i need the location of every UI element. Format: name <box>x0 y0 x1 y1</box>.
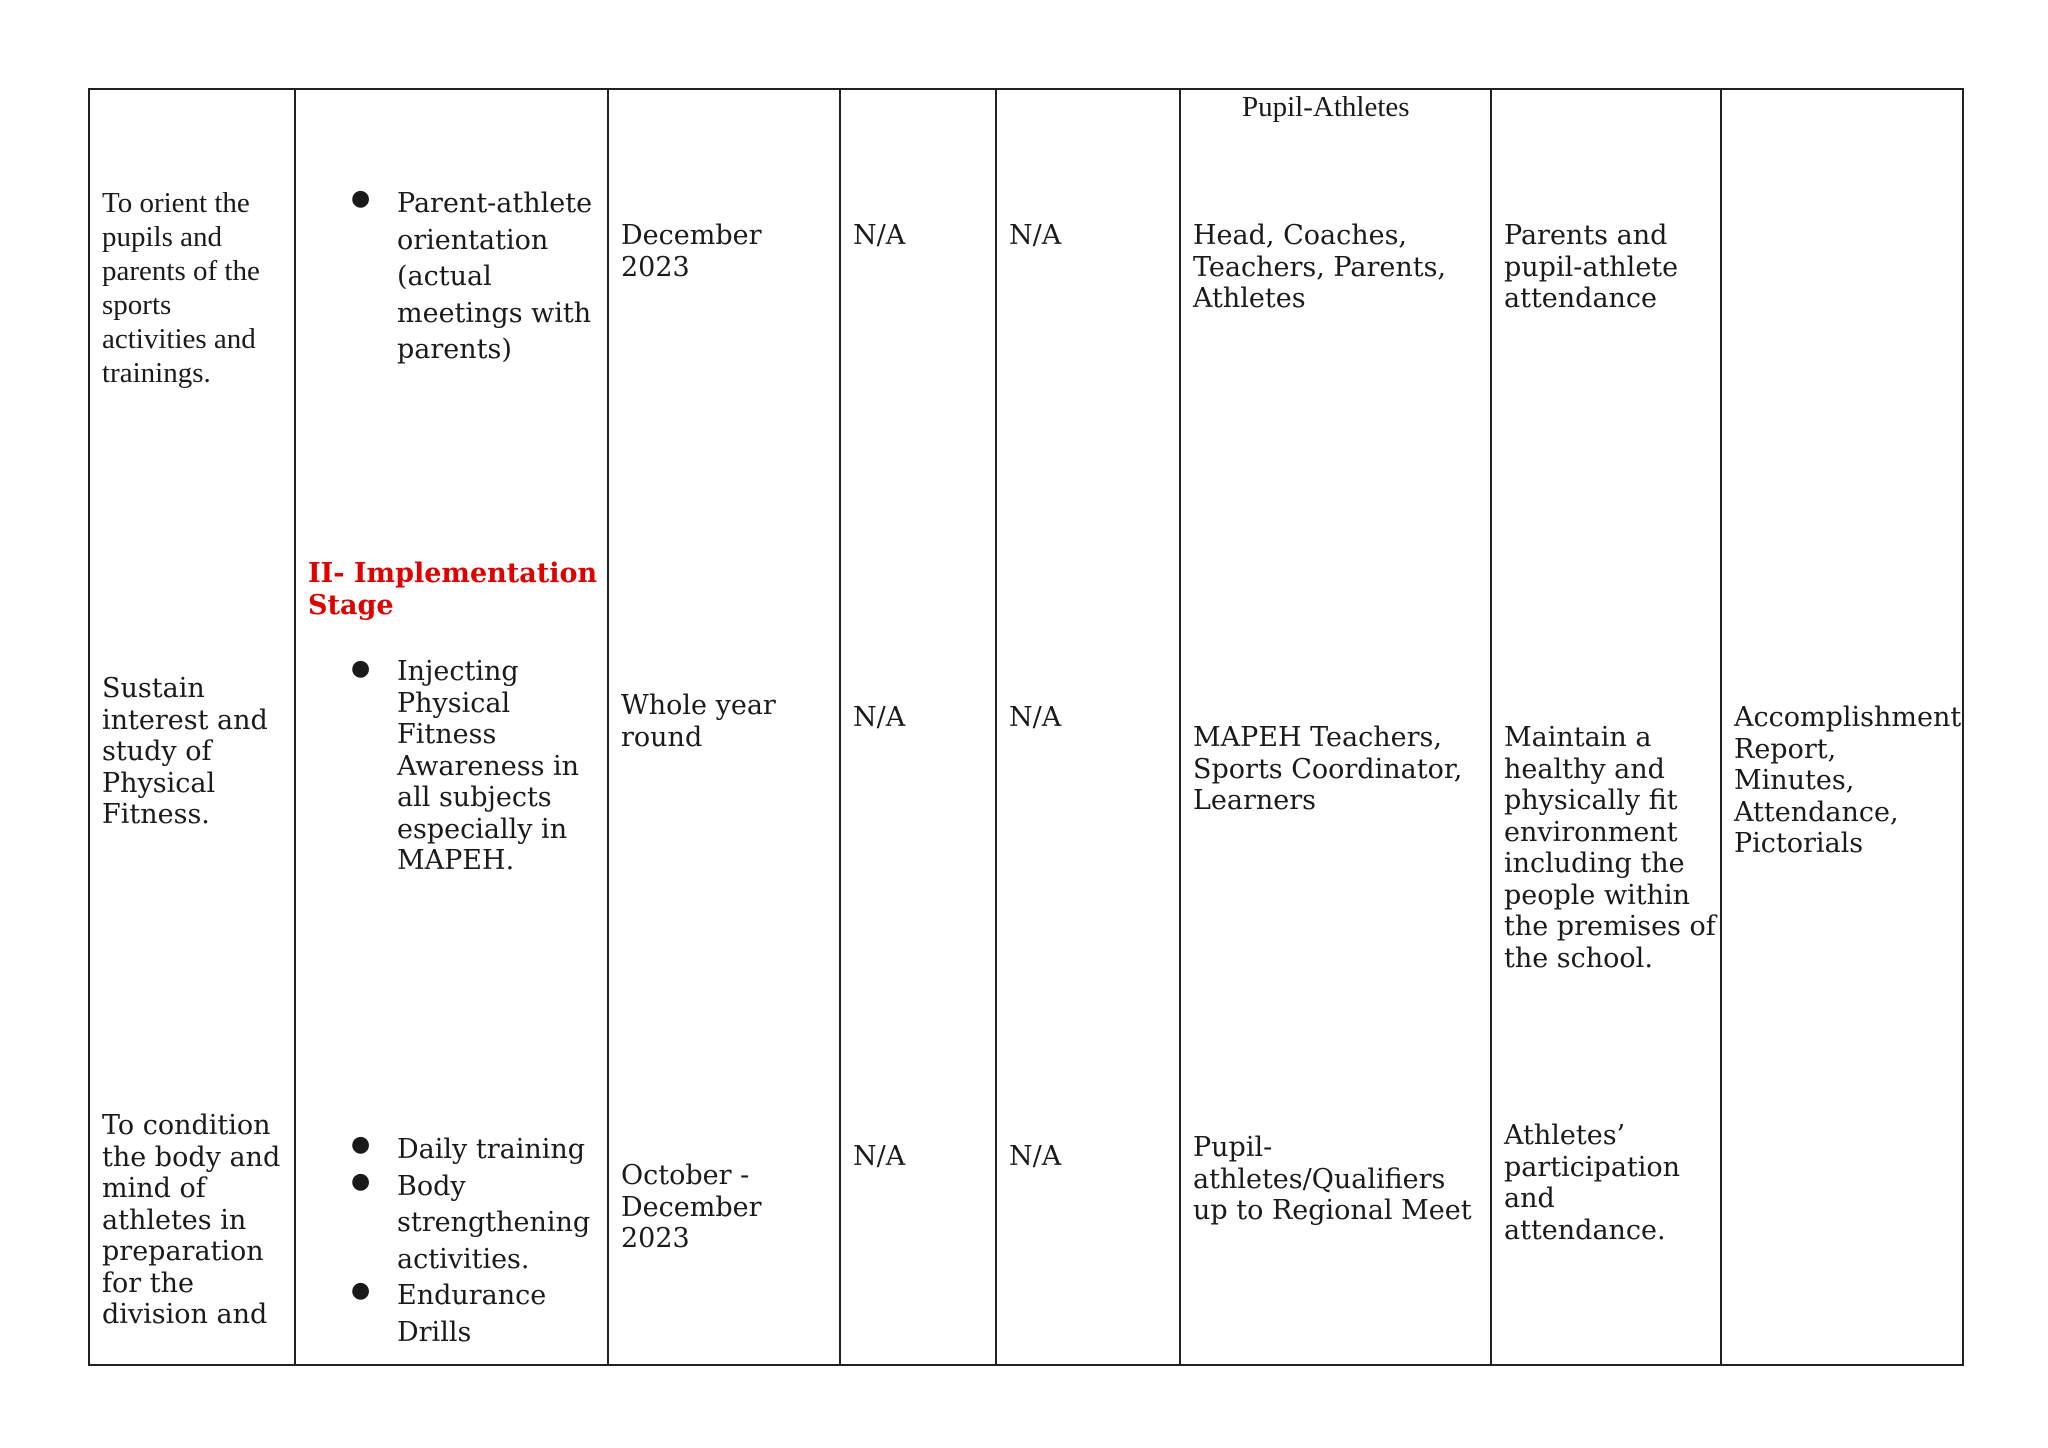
bullet-icon: ● <box>351 1132 371 1157</box>
indicator-3: Athletes’ participation and attendance. <box>1504 1120 1681 1246</box>
col4-value-2: N/A <box>853 702 906 733</box>
bullet-icon: ● <box>351 1278 371 1303</box>
column-4 <box>840 89 996 1365</box>
persons-1: Head, Coaches, Teachers, Parents, Athletes <box>1193 220 1447 314</box>
objective-3: To condition the body and mind of athletes in preparation for the division and <box>102 1110 281 1330</box>
indicator-1: Parents and pupil-athlete attendance <box>1504 220 1679 314</box>
list-item: ● Body strengthening activities. <box>351 1168 591 1275</box>
stage-heading: II- Implementation Stage <box>308 558 598 621</box>
col5-value-2: N/A <box>1009 702 1062 733</box>
bullet-icon: ● <box>351 656 371 681</box>
timeline-1: December 2023 <box>621 220 762 283</box>
activity-list-2 <box>351 656 580 877</box>
persons-3: Pupil- athletes/Qualifiers up to Regional Meet <box>1193 1132 1472 1226</box>
objectives-column <box>89 89 295 1365</box>
objective-2: Sustain interest and study of Physical Fitness. <box>102 673 268 830</box>
timeline-3: October - December 2023 <box>621 1160 762 1254</box>
objective-1: To orient the pupils and parents of the sports activities and trainings. <box>102 187 260 389</box>
mov-column <box>1721 89 1963 1365</box>
list-item: ● Daily training <box>351 1132 586 1165</box>
column-5 <box>996 89 1180 1365</box>
timeline-2: Whole year round <box>621 690 776 753</box>
activity-list-1 <box>351 186 593 369</box>
bullet-icon: ● <box>351 186 371 211</box>
continuation-beneficiary: Pupil-Athletes <box>1242 91 1410 123</box>
col5-value-3: N/A <box>1009 1141 1062 1172</box>
list-item: ● Endurance Drills <box>351 1278 547 1348</box>
list-item: ● Injecting Physical Fitness Awareness in all subjects especially in MAPEH. <box>351 656 580 876</box>
activity-list-3 <box>351 1132 591 1351</box>
activities-column <box>295 89 608 1365</box>
timeline-column <box>608 89 840 1365</box>
list-item: ● Parent-athlete orientation (actual meetings with parents) <box>351 186 593 365</box>
plan-table <box>88 88 1964 1366</box>
col4-value-1: N/A <box>853 220 906 251</box>
indicators-column <box>1491 89 1721 1365</box>
indicator-2: Maintain a healthy and physically fit environment including the people within the premises of the school. <box>1504 722 1716 974</box>
table-row <box>89 89 1963 1365</box>
col5-value-1: N/A <box>1009 220 1062 251</box>
persons-2: MAPEH Teachers, Sports Coordinator, Learners <box>1193 722 1463 816</box>
bullet-icon: ● <box>351 1168 371 1194</box>
mov-2: Accomplishment Report, Minutes, Attendance, Pictorials <box>1734 702 1962 859</box>
persons-column <box>1180 89 1491 1365</box>
col4-value-3: N/A <box>853 1141 906 1172</box>
